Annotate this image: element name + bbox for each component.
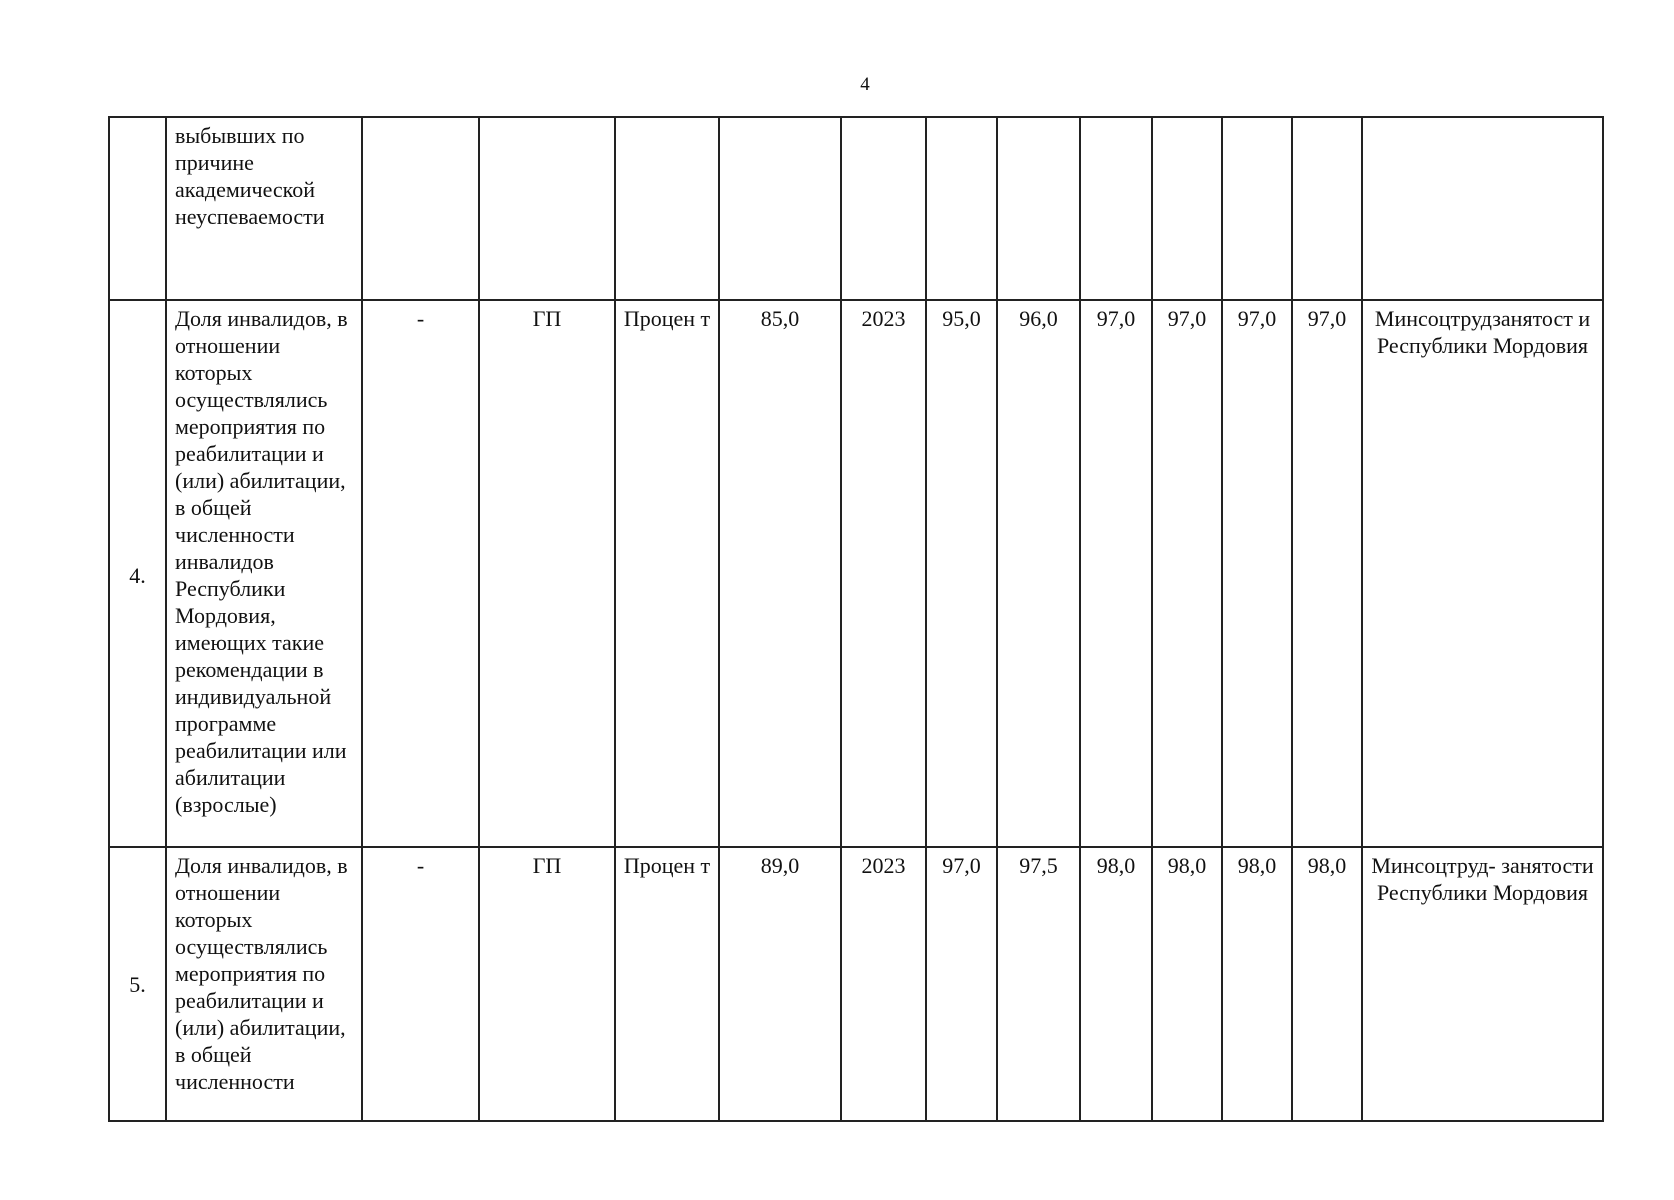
- indicator-level: ГП: [479, 300, 615, 847]
- base-value: 89,0: [719, 847, 841, 1121]
- indicator-unit: [615, 117, 719, 300]
- year-value-3: 98,0: [1080, 847, 1152, 1121]
- year-value-3: 97,0: [1080, 300, 1152, 847]
- year-value-1: [926, 117, 997, 300]
- indicator-level: [479, 117, 615, 300]
- row-number: [109, 117, 166, 300]
- year-value-2: 96,0: [997, 300, 1080, 847]
- indicator-col3: -: [362, 300, 479, 847]
- responsible-body: Минсоцтруд- занятости Республики Мордовия: [1362, 847, 1603, 1121]
- year-value-6: [1292, 117, 1362, 300]
- year-value-4: 97,0: [1152, 300, 1222, 847]
- base-year: 2023: [841, 300, 926, 847]
- indicator-unit: Процен т: [615, 847, 719, 1121]
- table-row: [109, 300, 1603, 847]
- table-row: [109, 847, 1603, 1121]
- row-number: 4.: [109, 300, 166, 847]
- year-value-3: [1080, 117, 1152, 300]
- responsible-body: [1362, 117, 1603, 300]
- base-year: [841, 117, 926, 300]
- table-row: [109, 117, 1603, 300]
- year-value-5: 97,0: [1222, 300, 1292, 847]
- responsible-body: Минсоцтрудзанятост и Республики Мордовия: [1362, 300, 1603, 847]
- indicators-table: [108, 116, 1604, 1122]
- year-value-1: 97,0: [926, 847, 997, 1121]
- year-value-6: 97,0: [1292, 300, 1362, 847]
- year-value-2: 97,5: [997, 847, 1080, 1121]
- base-value: 85,0: [719, 300, 841, 847]
- year-value-1: 95,0: [926, 300, 997, 847]
- page-number: 4: [860, 74, 870, 95]
- indicator-name: Доля инвалидов, в отношении которых осуществлялись мероприятия по реабилитации и (или) абилитации, в общей численности: [166, 847, 362, 1121]
- base-value: [719, 117, 841, 300]
- base-year: 2023: [841, 847, 926, 1121]
- indicator-level: ГП: [479, 847, 615, 1121]
- year-value-4: [1152, 117, 1222, 300]
- indicator-col3: [362, 117, 479, 300]
- year-value-5: [1222, 117, 1292, 300]
- indicator-unit: Процен т: [615, 300, 719, 847]
- indicator-name: Доля инвалидов, в отношении которых осуществлялись мероприятия по реабилитации и (или) абилитации, в общей численности инвалидов Республики Мордовия, имеющих такие рекомендации в индивидуальной программе реабилитации или абилитации (взрослые): [166, 300, 362, 847]
- indicator-name: выбывших по причине академической неуспеваемости: [166, 117, 362, 300]
- year-value-4: 98,0: [1152, 847, 1222, 1121]
- year-value-5: 98,0: [1222, 847, 1292, 1121]
- row-number: 5.: [109, 847, 166, 1121]
- year-value-6: 98,0: [1292, 847, 1362, 1121]
- year-value-2: [997, 117, 1080, 300]
- indicator-col3: -: [362, 847, 479, 1121]
